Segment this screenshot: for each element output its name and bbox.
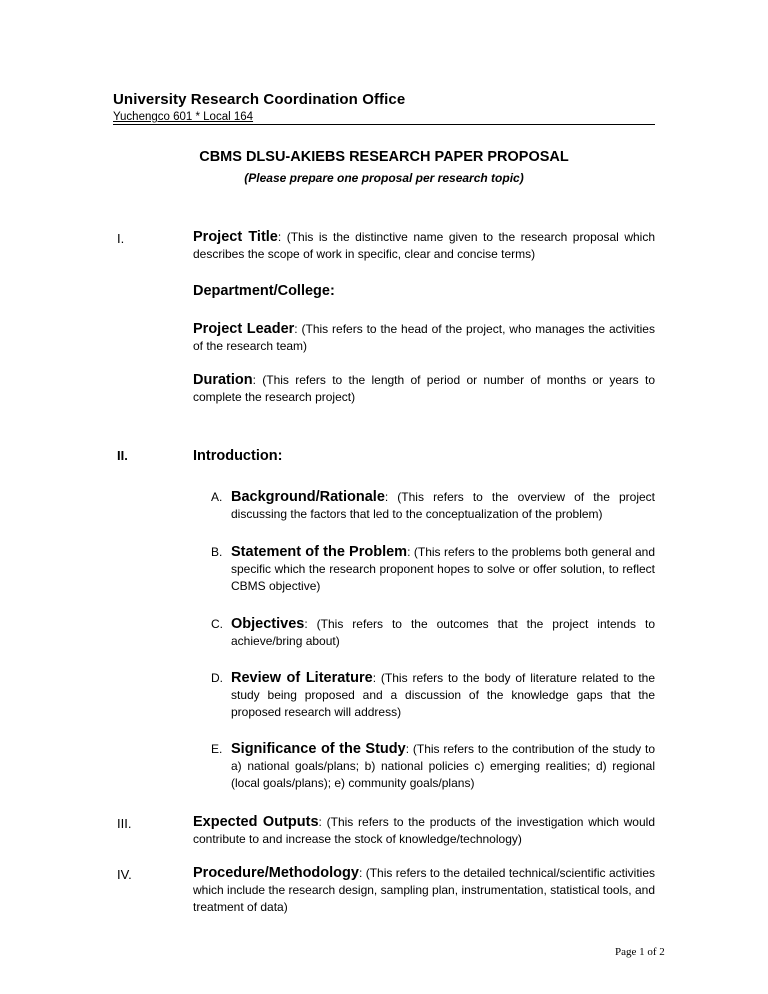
subsection-significance [211,741,655,792]
field-description: : (This refers to the contribution of the study to a) national goals/plans; b) national policies c) emerging realities; d) regional (local goals/plans); e) community goals/plans) [231,742,655,790]
subsection-letter: B. [211,545,223,559]
expected-outputs-field [193,814,655,848]
field-term: Procedure/Methodology [193,865,359,881]
subsection-letter: E. [211,742,223,756]
subsection-letter: C. [211,617,223,631]
field-description: : (This refers to the length of period or number of months or years to complete the research project) [193,373,655,404]
field-term: Background/Rationale [231,489,385,505]
section-numeral: II. [117,448,128,463]
department-field [193,283,655,300]
subsection-letter: A. [211,490,223,504]
field-term: Department/College: [193,283,335,299]
office-location: Yuchengco 601 * Local 164 [113,110,655,125]
field-description: : (This refers to the products of the investigation which would contribute to and increase the stock of knowledge/technology) [193,815,655,846]
project-title-field [193,229,655,263]
introduction-heading: Introduction: [193,448,283,464]
subsection-background [211,489,655,523]
field-term: Project Leader [193,321,295,337]
duration-field [193,372,655,406]
project-leader-field [193,321,655,355]
field-description: : (This refers to the head of the project, who manages the activities of the research team) [193,322,655,353]
subsection-objectives [211,616,655,650]
subsection-problem-statement [211,544,655,595]
field-term: Significance of the Study [231,741,406,757]
field-term: Statement of the Problem [231,544,408,560]
section-numeral: IV. [117,867,132,882]
field-term: Review of Literature [231,670,373,686]
field-term: Expected Outputs [193,814,319,830]
section-numeral: III. [117,816,132,831]
subsection-literature-review [211,670,655,721]
field-description: : (This refers to the problems both general and specific which the research proponent hopes to solve or offer solution, to reflect CBMS objective) [231,545,655,593]
methodology-field [193,865,655,916]
field-term: Project Title [193,229,278,245]
field-term: Objectives [231,616,305,632]
document-title: CBMS DLSU-AKIEBS RESEARCH PAPER PROPOSAL [199,149,569,165]
field-description: : (This refers to the detailed technical/scientific activities which include the research design, sampling plan, instrumentation, statistical tools, and treatment of data) [193,866,655,914]
field-description: : (This refers to the overview of the project discussing the factors that led to the conceptualization of the problem) [231,490,655,521]
subsection-letter: D. [211,671,223,685]
field-term: Duration [193,372,253,388]
document-subtitle: (Please prepare one proposal per research topic) [244,171,524,185]
office-name: University Research Coordination Office [113,91,406,108]
field-description: : (This refers to the body of literature related to the study being proposed and a discussion of the knowledge gaps that the proposed research will address) [231,671,655,719]
section-numeral: I. [117,231,125,246]
field-description: : (This refers to the outcomes that the project intends to achieve/bring about) [231,617,655,648]
field-description: : (This is the distinctive name given to the research proposal which describes the scope of work in specific, clear and concise terms) [193,230,655,261]
page-number: Page 1 of 2 [615,946,665,958]
